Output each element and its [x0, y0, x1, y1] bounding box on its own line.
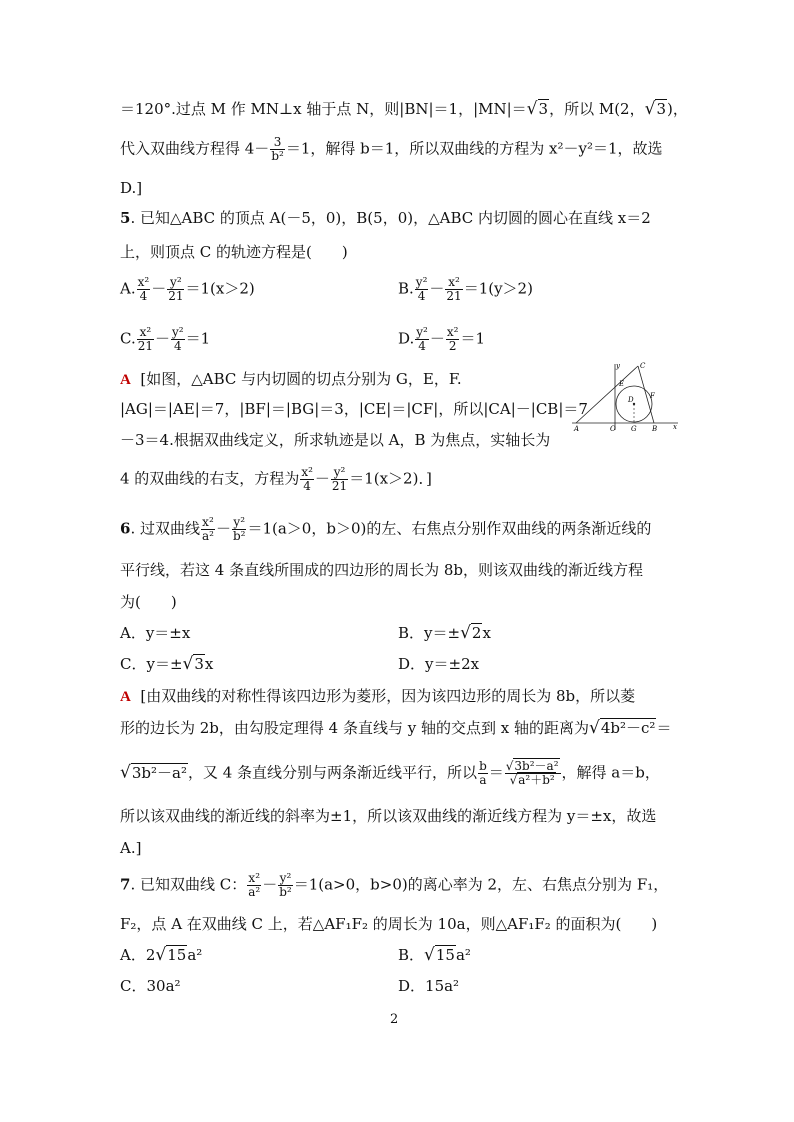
- q5-explanation-3: －3＝4.根据双曲线定义，所求轨迹是以 A，B 为焦点，实轴长为: [120, 431, 551, 449]
- question-7-stem-2: F₂，点 A 在双曲线 C 上，若△AF₁F₂ 的周长为 10a，则△AF₁F₂ 的面积为( ): [120, 915, 658, 933]
- q7-option-d: D．15a²: [398, 977, 460, 995]
- solution-line-1: ＝120°.过点 M 作 MN⊥x 轴于点 N，则|BN|＝1，|MN|＝√3，所以 M(2，√3)，: [120, 99, 688, 119]
- q6-explanation-3: √3b²－a²，又 4 条直线分别与两条渐近线平行，所以 $\frac{b}{a}$ ＝ $\frac{\text{√3b²－a²}}{\text{√a²＋b²}}$ ，解得 a＝b，: [120, 759, 660, 787]
- q6-explanation-1: A [由双曲线的对称性得该四边形为菱形，因为该四边形的周长为 8b，所以菱: [120, 687, 636, 705]
- q6-option-a: A．y＝±x: [120, 624, 191, 642]
- q5-option-c: C. $\frac{\text{x²}}{21}$ － $\frac{\text{y²}}{4}$ ＝1: [120, 325, 211, 353]
- incircle-figure: [570, 360, 680, 432]
- q6-option-b: B．y＝±√2x: [398, 623, 491, 643]
- q6-explanation-4: 所以该双曲线的渐近线的斜率为±1，所以该双曲线的渐近线方程为 y＝±x，故选: [120, 807, 657, 825]
- q7-option-c: C．30a²: [120, 977, 181, 995]
- q7-option-a: A．2√15a²: [120, 945, 203, 965]
- label-o: O: [610, 425, 616, 432]
- q7-option-b: B．√15a²: [398, 945, 471, 965]
- q5-option-d: D. $\frac{\text{y²}}{4}$ － $\frac{\text{x²}}{2}$ ＝1: [398, 325, 485, 353]
- q6-explanation-5: A.]: [120, 839, 142, 857]
- solution-line-3: D.]: [120, 179, 143, 197]
- label-b: B: [652, 425, 658, 432]
- q5-explanation-2: |AG|＝|AE|＝7，|BF|＝|BG|＝3，|CE|＝|CF|，所以|CA|－|CB|＝7: [120, 400, 588, 418]
- label-y: y: [616, 362, 620, 370]
- label-e: E: [619, 380, 625, 388]
- q5-explanation-4: 4 的双曲线的右支，方程为 $\frac{\text{x²}}{4}$ － $\frac{\text{y²}}{21}$ ＝1(x＞2)．]: [120, 465, 432, 493]
- question-6-stem-1: 6. 过双曲线 $\frac{\text{x²}}{\text{a²}}$ － $\frac{\text{y²}}{\text{b²}}$ ＝1(a＞0，b＞0)的左、右焦点分别作双曲线的两条渐近线的: [120, 515, 652, 543]
- q6-option-d: D．y＝±2x: [398, 655, 480, 673]
- q5-explanation-1: A [如图，△ABC 与内切圆的切点分别为 G，E，F.: [120, 370, 462, 388]
- question-5-stem-1: 5. 已知△ABC 的顶点 A(－5，0)，B(5，0)，△ABC 内切圆的圆心在直线 x＝2: [120, 209, 651, 227]
- label-c: C: [640, 362, 646, 370]
- label-f: F: [650, 392, 655, 400]
- question-6-stem-2: 平行线，若这 4 条直线所围成的四边形的周长为 8b，则该双曲线的渐近线方程: [120, 561, 643, 579]
- question-6-stem-3: 为( ): [120, 593, 177, 611]
- label-a: A: [574, 425, 580, 432]
- page-number: 2: [390, 1012, 399, 1027]
- label-d: D: [628, 396, 634, 404]
- question-7-stem-1: 7. 已知双曲线 C： $\frac{\text{x²}}{\text{a²}}$ － $\frac{\text{y²}}{\text{b²}}$ ＝1(a>0，b>0)的离心率为 2，左、右焦点分别为 F₁，: [120, 871, 669, 899]
- question-5-stem-2: 上，则顶点 C 的轨迹方程是( ): [120, 243, 348, 261]
- solution-line-2: 代入双曲线方程得 4－ $\frac{3}{\text{b²}}$ ＝1，解得 b＝1，所以双曲线的方程为 x²－y²＝1，故选: [120, 135, 663, 163]
- q6-explanation-2: 形的边长为 2b，由勾股定理得 4 条直线与 y 轴的交点到 x 轴的距离为√4b²－c²＝: [120, 718, 672, 738]
- label-g: G: [631, 425, 637, 432]
- label-x: x: [673, 423, 677, 431]
- q5-option-a: A. $\frac{\text{x²}}{4}$ － $\frac{\text{y²}}{21}$ ＝1(x＞2): [120, 275, 255, 303]
- side-ac: [576, 366, 638, 423]
- q5-option-b: B. $\frac{\text{y²}}{4}$ － $\frac{\text{x²}}{21}$ ＝1(y＞2): [398, 275, 533, 303]
- q6-option-c: C．y＝±√3x: [120, 654, 214, 674]
